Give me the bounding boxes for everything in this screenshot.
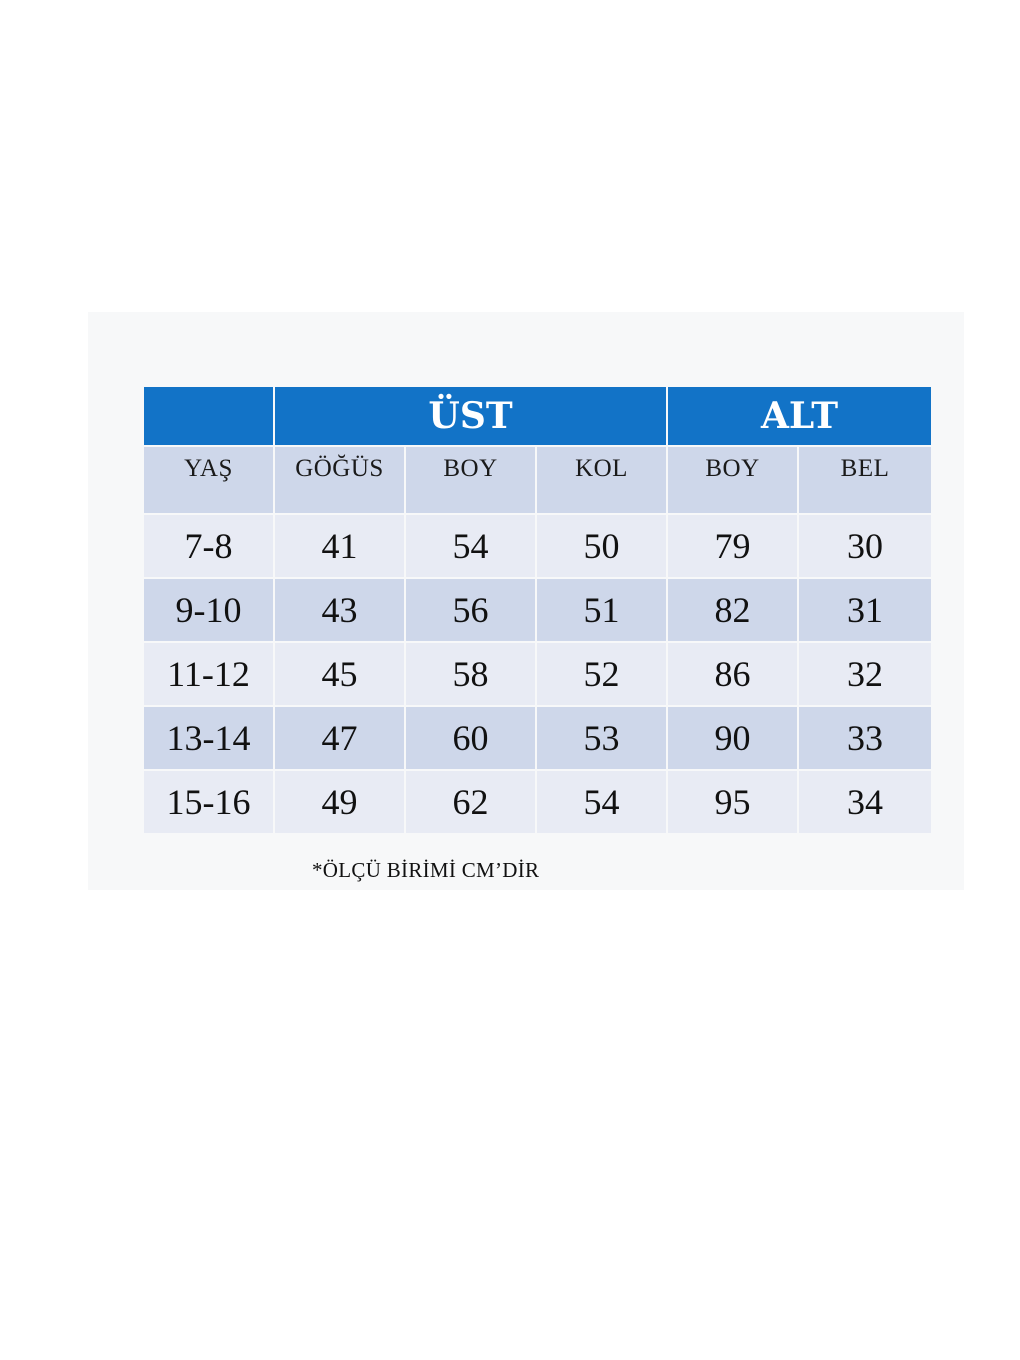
group-header-empty — [144, 387, 273, 445]
table-cell: 95 — [668, 771, 797, 833]
table-row — [144, 707, 931, 769]
column-header-bottom-length: BOY — [668, 447, 797, 513]
table-row — [144, 579, 931, 641]
table-cell-age: 15-16 — [144, 771, 273, 833]
column-header-chest: GÖĞÜS — [275, 447, 404, 513]
table-cell: 47 — [275, 707, 404, 769]
table-cell: 58 — [406, 643, 535, 705]
table-cell: 33 — [799, 707, 931, 769]
table-cell: 82 — [668, 579, 797, 641]
column-header-row — [144, 447, 931, 513]
group-header-alt: ALT — [668, 387, 931, 445]
table-cell: 51 — [537, 579, 666, 641]
group-header-row — [144, 387, 931, 445]
column-header-top-length: BOY — [406, 447, 535, 513]
size-table — [142, 385, 933, 835]
table-cell: 53 — [537, 707, 666, 769]
table-row — [144, 771, 931, 833]
table-row — [144, 515, 931, 577]
table-cell-age: 13-14 — [144, 707, 273, 769]
table-cell: 50 — [537, 515, 666, 577]
table-cell: 60 — [406, 707, 535, 769]
column-header-age: YAŞ — [144, 447, 273, 513]
group-header-ust: ÜST — [275, 387, 666, 445]
table-cell: 52 — [537, 643, 666, 705]
table-cell: 34 — [799, 771, 931, 833]
table-row — [144, 643, 931, 705]
unit-note: *ÖLÇÜ BİRİMİ CM’DİR — [312, 858, 540, 882]
table-cell: 90 — [668, 707, 797, 769]
table-cell: 54 — [537, 771, 666, 833]
table-cell: 43 — [275, 579, 404, 641]
table-cell-age: 9-10 — [144, 579, 273, 641]
table-cell-age: 11-12 — [144, 643, 273, 705]
column-header-waist: BEL — [799, 447, 931, 513]
column-header-sleeve: KOL — [537, 447, 666, 513]
table-cell-age: 7-8 — [144, 515, 273, 577]
table-cell: 62 — [406, 771, 535, 833]
table-cell: 45 — [275, 643, 404, 705]
table-cell: 31 — [799, 579, 931, 641]
table-cell: 86 — [668, 643, 797, 705]
table-cell: 30 — [799, 515, 931, 577]
table-cell: 79 — [668, 515, 797, 577]
table-cell: 32 — [799, 643, 931, 705]
table-cell: 41 — [275, 515, 404, 577]
table-cell: 49 — [275, 771, 404, 833]
table-cell: 56 — [406, 579, 535, 641]
table-cell: 54 — [406, 515, 535, 577]
